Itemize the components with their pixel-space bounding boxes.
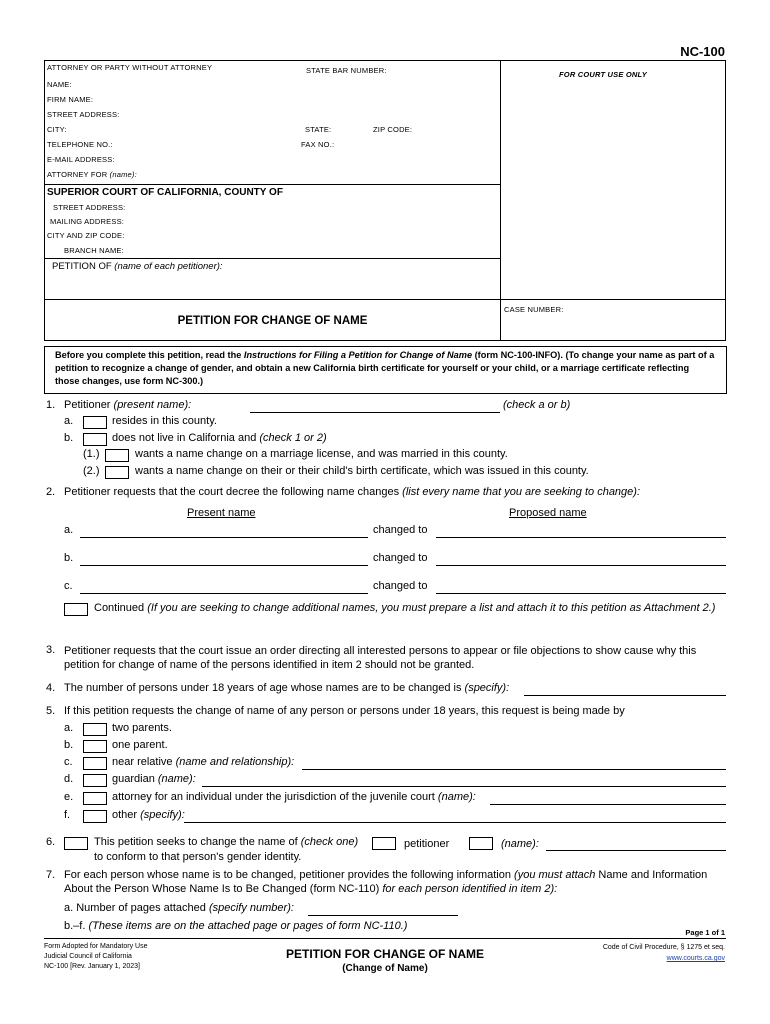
attorney-label: ATTORNEY OR PARTY WITHOUT ATTORNEY	[47, 63, 213, 72]
item5-f-line[interactable]	[184, 822, 726, 823]
item5-a-text: two parents.	[112, 722, 172, 734]
item1-b-text	[112, 432, 327, 444]
item4-text	[64, 682, 509, 694]
item3-text: Petitioner requests that the court issue an order directing all interested persons to appear or file objections to show cause why this petition for change of name of the persons identified in item 2 should not be granted.	[64, 645, 697, 671]
state-label: STATE:	[305, 125, 332, 134]
item6-petitioner: petitioner	[404, 838, 450, 850]
name-row-b-proposed-line[interactable]	[436, 565, 726, 566]
item7-text1: For each person whose name is to be changed, petitioner provides the following information	[64, 869, 515, 881]
item6-num: 6.	[46, 836, 56, 848]
item5-d-letter: d.	[64, 773, 74, 785]
item2-continued-text: Continued	[94, 602, 148, 614]
item6-line2: to conform to that person's gender identity.	[94, 851, 302, 863]
item2-text	[64, 486, 640, 498]
name-row-a-proposed-line[interactable]	[436, 537, 726, 538]
court-street-label: STREET ADDRESS:	[53, 203, 126, 212]
item2-num: 2.	[46, 486, 56, 498]
item5-b-checkbox[interactable]	[83, 740, 107, 753]
footer-url-link[interactable]: www.courts.ca.gov	[666, 955, 725, 962]
petition-of-hint: (name of each petitioner):	[114, 261, 223, 272]
item7-bf-text: b.–f.	[64, 920, 89, 932]
item5-e-text-main: attorney for an individual under the jurisdiction of the juvenile court	[112, 791, 438, 803]
item5-b-text: one parent.	[112, 739, 168, 751]
item1-b2-checkbox[interactable]	[105, 466, 129, 479]
footer-council: Judicial Council of California	[44, 953, 132, 960]
item5-e-hint: (name):	[437, 791, 476, 803]
item5-d-text	[112, 773, 196, 785]
name-row-b-letter: b.	[64, 552, 74, 564]
court-city-label: CITY AND ZIP CODE:	[47, 231, 125, 240]
item1-label-text: Petitioner	[64, 399, 114, 411]
item5-text: If this petition requests the change of name of any person or persons under 18 years, this request is being made by	[64, 705, 625, 717]
notice-part2: Instructions for Filing a Petition for Change of Name	[243, 350, 473, 360]
item6-text	[94, 836, 358, 848]
item5-f-text	[112, 809, 185, 821]
item2-continued-hint: (If you are seeking to change additional names, you must prepare a list and attach it to this petition as Attachment 2.)	[147, 602, 716, 614]
item2-hint: (list every name that you are seeking to change):	[402, 486, 641, 498]
item5-a-letter: a.	[64, 722, 74, 734]
zip-label: ZIP CODE:	[373, 125, 413, 134]
item7-hint1: (you must attach	[514, 869, 596, 881]
item5-e-line[interactable]	[490, 804, 726, 805]
item1-b1-text: wants a name change on a marriage license, and was married in this county.	[135, 448, 508, 460]
item2-continued	[94, 602, 726, 616]
name-row-b-present-line[interactable]	[80, 565, 368, 566]
item6-petitioner-checkbox[interactable]	[372, 837, 396, 850]
item5-num: 5.	[46, 705, 56, 717]
footer-rule	[44, 938, 726, 939]
item1-name-line[interactable]	[250, 412, 500, 413]
footer-rev: NC-100 [Rev. January 1, 2023]	[44, 963, 140, 970]
item1-a-checkbox[interactable]	[83, 416, 107, 429]
item5-d-hint: (name):	[157, 773, 196, 785]
item5-c-text-main: near relative	[112, 756, 176, 768]
item6-hint: (check one)	[300, 836, 359, 848]
attorney-for-label	[47, 170, 137, 179]
item6-name-hint: (name):	[501, 838, 539, 850]
item5-e-letter: e.	[64, 791, 74, 803]
item5-d-checkbox[interactable]	[83, 774, 107, 787]
item1-b-checkbox[interactable]	[83, 433, 107, 446]
court-use-label: FOR COURT USE ONLY	[559, 70, 647, 79]
footer-code: Code of Civil Procedure, § 1275 et seq.	[602, 944, 725, 951]
item7-text2: Name and Information About the Person Whose Name Is to Be Changed (form NC-110)	[64, 869, 708, 895]
name-row-c-mid: changed to	[373, 580, 428, 592]
item6-checkbox[interactable]	[64, 837, 88, 850]
item7-bf-hint: (These items are on the attached page or pages of form NC-110.)	[88, 920, 408, 932]
proposed-name-header: Proposed name	[509, 507, 587, 519]
item7-a-line[interactable]	[308, 915, 458, 916]
item1-check-hint: (check a or b)	[503, 399, 571, 411]
item7-a-hint: (specify number):	[208, 902, 294, 914]
court-title: SUPERIOR COURT OF CALIFORNIA, COUNTY OF	[47, 187, 283, 198]
state-bar-label: STATE BAR NUMBER:	[306, 66, 387, 75]
item6-text-main: This petition seeks to change the name of	[94, 836, 301, 848]
case-number-label: CASE NUMBER:	[504, 305, 564, 314]
item5-d-text-main: guardian	[112, 773, 158, 785]
name-row-a-present-line[interactable]	[80, 537, 368, 538]
item1-b1-checkbox[interactable]	[105, 449, 129, 462]
item5-d-line[interactable]	[202, 786, 726, 787]
name-row-a-letter: a.	[64, 524, 74, 536]
item1-a-letter: a.	[64, 415, 74, 427]
item3-num: 3.	[46, 644, 56, 656]
item7-a-text: a. Number of pages attached	[64, 902, 209, 914]
item5-f-checkbox[interactable]	[83, 810, 107, 823]
footer-title: PETITION FOR CHANGE OF NAME	[286, 947, 484, 961]
item1-b2-text: wants a name change on their or their child's birth certificate, which was issued in this county.	[135, 465, 589, 477]
item7-text	[64, 868, 726, 896]
item7-bf	[64, 920, 407, 932]
footer-url-wrap	[667, 955, 725, 962]
form-title: PETITION FOR CHANGE OF NAME	[177, 315, 368, 327]
item1-b-hint: (check 1 or 2)	[259, 432, 327, 444]
item1-a-text: resides in this county.	[112, 415, 217, 427]
street-label: STREET ADDRESS:	[47, 110, 120, 119]
court-use-box	[499, 60, 726, 300]
notice-part3: (form NC-100-INFO). (To change your name as part of a petition to recognize a change of gender, and obtain a new California birth certificate for yourself or your child, or a marriage certificate reflecting those changes, use form NC-300.)	[55, 350, 715, 386]
petition-of-text: PETITION OF	[52, 261, 112, 272]
item1-b-text-main: does not live in California and	[112, 432, 260, 444]
name-row-a-mid: changed to	[373, 524, 428, 536]
page-number: Page 1 of 1	[685, 928, 725, 937]
attorney-for-hint: (name):	[109, 170, 137, 179]
item7-num: 7.	[46, 869, 56, 881]
present-name-header: Present name	[187, 507, 256, 519]
item5-b-letter: b.	[64, 739, 74, 751]
item5-c-checkbox[interactable]	[83, 757, 107, 770]
city-label: CITY:	[47, 125, 67, 134]
item5-a-checkbox[interactable]	[83, 723, 107, 736]
name-row-b-mid: changed to	[373, 552, 428, 564]
item1-b-letter: b.	[64, 432, 74, 444]
item5-c-line[interactable]	[302, 769, 726, 770]
name-row-c-proposed-line[interactable]	[436, 593, 726, 594]
item4-hint: (specify):	[464, 682, 510, 694]
item1-b1-num: (1.)	[83, 448, 100, 460]
firm-label: FIRM NAME:	[47, 95, 94, 104]
item2-continued-checkbox[interactable]	[64, 603, 88, 616]
name-label: NAME:	[47, 80, 72, 89]
item5-c-hint: (name and relationship):	[175, 756, 295, 768]
caption-left-block	[44, 60, 501, 185]
item5-e-text	[112, 791, 476, 803]
footer-adopted: Form Adopted for Mandatory Use	[44, 943, 148, 950]
item6-name-line[interactable]	[546, 850, 726, 851]
item2-text-main: Petitioner requests that the court decree the following name changes	[64, 486, 403, 498]
item5-e-checkbox[interactable]	[83, 792, 107, 805]
court-mailing-label: MAILING ADDRESS:	[50, 217, 125, 226]
item1-b2-num: (2.)	[83, 465, 100, 477]
item7-a	[64, 902, 294, 914]
name-row-c-present-line[interactable]	[80, 593, 368, 594]
footer-subtitle: (Change of Name)	[342, 963, 428, 974]
item5-c-letter: c.	[64, 756, 73, 768]
fax-label: FAX NO.:	[301, 140, 335, 149]
item5-f-text-main: other	[112, 809, 141, 821]
petition-of-label	[52, 261, 223, 272]
form-id: NC-100	[680, 44, 725, 59]
item4-text-main: The number of persons under 18 years of age whose names are to be changed is	[64, 682, 465, 694]
item6-name-checkbox[interactable]	[469, 837, 493, 850]
item1-num: 1.	[46, 399, 56, 411]
item5-f-letter: f.	[64, 809, 71, 821]
item1-hint: (present name):	[113, 399, 192, 411]
name-row-c-letter: c.	[64, 580, 73, 592]
phone-label: TELEPHONE NO.:	[47, 140, 113, 149]
notice-part1: Before you complete this petition, read the	[55, 350, 244, 360]
item5-c-text	[112, 756, 294, 768]
item7-hint2: for each person identified in item 2):	[382, 883, 558, 895]
item5-f-hint: (specify):	[140, 809, 185, 821]
court-branch-label: BRANCH NAME:	[64, 246, 124, 255]
email-label: E-MAIL ADDRESS:	[47, 155, 115, 164]
attorney-for-text: ATTORNEY FOR	[47, 170, 108, 179]
item1-label	[64, 399, 191, 411]
item4-line[interactable]	[524, 695, 726, 696]
item4-num: 4.	[46, 682, 56, 694]
notice-text	[55, 349, 715, 387]
